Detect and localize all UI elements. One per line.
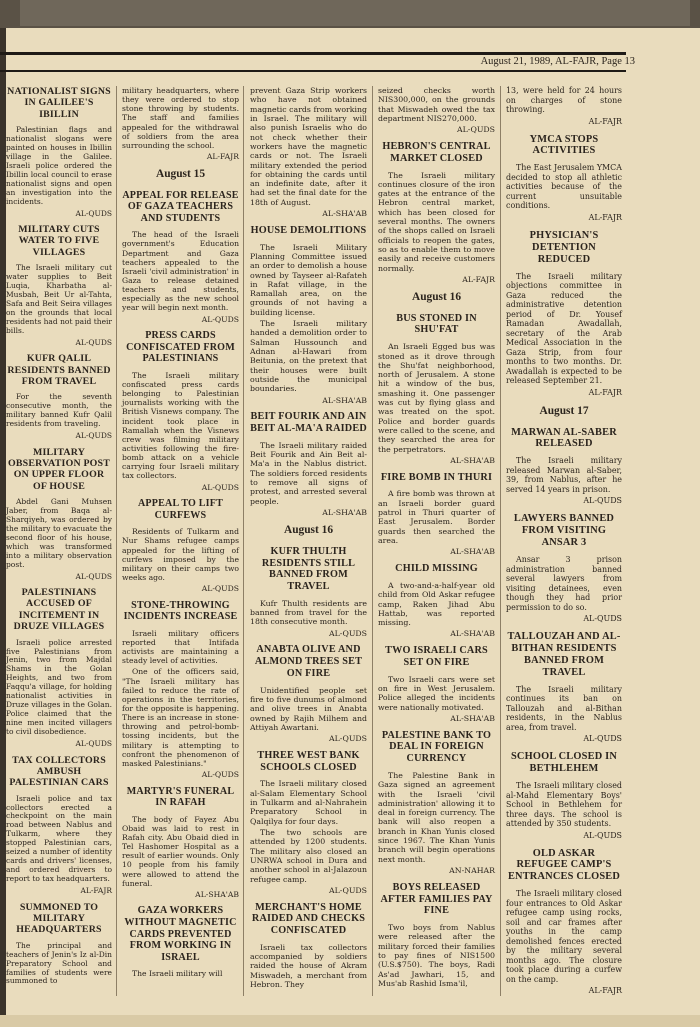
- news-item: [6, 224, 112, 347]
- source-credit: AL-SHA'AB: [322, 395, 367, 405]
- body-text: Palestinian flags and nationalist slogans were painted on houses in Ibillin village in the Galilee. Israeli police ordered the Ibillin local council to erase nationalist signs and open an investigation into the incidents.: [6, 125, 112, 206]
- body-text: The two schools are attended by 1200 students. The military also closed an UNRWA school in Dura and another school in al-Jalazoun refugee camp.: [250, 828, 367, 884]
- headline: TALLOUZAH AND AL-BITHAN RESIDENTS BANNED FROM TRAVEL: [507, 631, 621, 678]
- body-text: The Israeli military raided Beit Fourik and Ain Beit al-Ma'a in the Nablus district. The soldiers forced residents to remove all signs of protest, and arrested several people.: [250, 440, 367, 506]
- news-item: [506, 751, 622, 840]
- body-text: The body of Fayez Abu Obaid was laid to rest in Rafah city. Abu Obaid died in Tel Hashomer Hospital as a result of earlier wounds. Only 10 people from his family were allowed to attend the funeral.: [122, 814, 239, 888]
- source-credit: AL-QUDS: [75, 571, 112, 581]
- source-credit: AL-QUDS: [75, 337, 112, 347]
- news-item: [250, 902, 367, 990]
- news-item: [378, 141, 495, 285]
- source-credit: AL-FAJR: [80, 886, 112, 896]
- source-credit: AL-SHA'AB: [322, 508, 367, 518]
- source-credit: AL-FAJR: [588, 986, 622, 996]
- news-item: [506, 631, 622, 744]
- headline: SUMMONED TO MILITARY HEADQUARTERS: [16, 901, 102, 936]
- body-text: Israeli police arrested five Palestinians from Jenin, two from Majdal Shams in the Golan Heights, and two from Faqqu'a village, for holding nationalist activities in Druze villages in the Golan. Police claimed that the nine men incited villagers to civil disobedience.: [6, 637, 112, 737]
- headline: OLD ASKAR REFUGEE CAMP'S ENTRANCES CLOSED: [507, 847, 621, 883]
- source-credit: AL-SHA'AB: [450, 629, 495, 639]
- source-credit: AL-QUDS: [583, 734, 622, 744]
- body-text: For the seventh consecutive month, the military banned Kufr Qalil residents from traveling.: [6, 392, 112, 429]
- news-item: [122, 330, 239, 492]
- headline: HOUSE DEMOLITIONS: [250, 224, 367, 236]
- column-3: [250, 86, 367, 995]
- headline: MARTYR'S FUNERAL IN RAFAH: [126, 785, 235, 809]
- top-strip: [0, 0, 700, 28]
- body-text: Kufr Thulth residents are banned from travel for the 18th consecutive month.: [250, 598, 367, 627]
- body-text: An Israeli Egged bus was stoned as it drove through the Shu'fat neighborhood, north of Jerusalem. A stone hit a window of the bus, smashing it. One passenger was cut by flying glass and was treated on the spot. Police and border guards were called to the scene, and they searched the area for the perpetrators.: [378, 342, 495, 454]
- headline: MILITARY OBSERVATION POST ON UPPER FLOOR OF HOUSE: [7, 446, 111, 492]
- headline: FIRE BOMB IN THURI: [380, 471, 493, 483]
- page-bottom-edge: [0, 1015, 700, 1027]
- news-item: [122, 786, 239, 900]
- headline: APPEAL TO LIFT CURFEWS: [137, 498, 224, 521]
- column-2: [122, 86, 239, 984]
- source-credit: AL-SHA'AB: [322, 209, 367, 219]
- column-divider: [243, 86, 244, 996]
- news-item: [6, 902, 112, 987]
- news-item: [378, 86, 495, 135]
- body-text: The Israeli military continues its ban on Tallouzah and al-Bithan residents, in the Nablus area, from travel.: [506, 684, 622, 732]
- news-item: [122, 498, 239, 594]
- body-text: The Israeli military handed a demolition order to Salman Hussounch and Adnan al-Hawari from Beitunia, on the pretext that their houses were built outside the municipal boundaries.: [250, 319, 367, 394]
- news-item: [506, 230, 622, 398]
- source-credit: AL-QUDS: [75, 739, 112, 749]
- source-credit: AL-SHA'AB: [450, 455, 495, 465]
- date-heading: August 16: [411, 290, 462, 303]
- headline: BOYS RELEASED AFTER FAMILIES PAY FINE: [380, 881, 493, 917]
- column-divider: [500, 86, 501, 996]
- source-credit: AL-SHA'AB: [450, 713, 495, 723]
- body-text: Unidentified people set fire to five dunums of almond and olive trees in Anabta owned by Rajih Milhem and Attiyah Awartani.: [250, 685, 367, 732]
- body-text: A two-and-a-half-year old child from Old Askar refugee camp, Raken Jihad Abu Hattab, was reported missing.: [378, 580, 495, 628]
- date-heading: August 17: [539, 404, 589, 417]
- body-text: Israeli tax collectors accompanied by soldiers raided the house of Akram Miswadeh, a merchant from Hebron. They: [250, 942, 367, 990]
- headline: GAZA WORKERS WITHOUT MAGNETIC CARDS PREVENTED FROM WORKING IN ISRAEL: [124, 905, 237, 963]
- headline: APPEAL FOR RELEASE OF GAZA TEACHERS AND STUDENTS: [122, 189, 239, 224]
- body-text: One of the officers said, "The Israeli military has failed to reduce the rate of operations in the territories, for the opposite is happening. There is an increase in stone-throwing and petrol-bomb-tossing incidents, but the military is attempting to confront the phenomenon of masked Palestinians.": [122, 667, 239, 768]
- headline: HEBRON'S CENTRAL MARKET CLOSED: [382, 141, 491, 164]
- header-bottom-rule: [0, 70, 626, 72]
- body-text: The principal and teachers of Jenin's Iz al-Din Preparatory School and families of students were summoned to: [6, 940, 112, 986]
- headline: MARWAN AL-SABER RELEASED: [511, 426, 617, 450]
- news-item: [506, 848, 622, 997]
- source-credit: AL-QUDS: [329, 734, 367, 744]
- body-text: The Israeli military objections committee in Gaza reduced the administrative detention period of Dr. Yousef Ramadan Awadallah, secretary of the Arab Medical Association in the Gaza Strip, from four months to two months. Dr. Awadallah is expected to be released September 21.: [506, 271, 622, 386]
- news-item: [250, 750, 367, 896]
- news-item: [250, 86, 367, 219]
- headline: STONE-THROWING INCIDENTS INCREASE: [123, 599, 238, 623]
- headline: TAX COLLECTORS AMBUSH PALESTINIAN CARS: [9, 754, 109, 789]
- date-heading: August 16: [283, 523, 334, 536]
- headline: TWO ISRAELI CARS SET ON FIRE: [385, 645, 488, 668]
- news-item: [506, 427, 622, 507]
- headline: SCHOOL CLOSED IN BETHLEHEM: [510, 751, 618, 775]
- headline: KUFR QALIL RESIDENTS BANNED FROM TRAVEL: [7, 353, 111, 387]
- news-item: [6, 447, 112, 582]
- page-header: August 21, 1989, AL-FAJR, Page 13: [480, 56, 635, 67]
- source-credit: AL-QUDS: [329, 885, 367, 895]
- source-credit: AL-QUDS: [457, 125, 495, 135]
- headline: PRESS CARDS CONFISCATED FROM PALESTINIANS: [126, 330, 235, 365]
- source-credit: AL-FAJR: [462, 274, 495, 284]
- news-item: [250, 546, 367, 639]
- headline: THREE WEST BANK SCHOOLS CLOSED: [257, 750, 360, 773]
- headline: MILITARY CUTS WATER TO FIVE VILLAGES: [18, 224, 100, 258]
- source-credit: AL-FAJR: [588, 116, 622, 126]
- body-text: The Israeli military closed al-Mahd Elementary Boys' School in Bethlehem for three days. The school is attended by 350 students.: [506, 781, 622, 828]
- body-text: The Israeli military released Marwan al-Saber, 39, from Nablus, after he served 14 years in prison.: [506, 456, 622, 494]
- news-item: [6, 755, 112, 896]
- news-item: [122, 905, 239, 978]
- source-credit: AL-QUDS: [329, 628, 367, 638]
- source-credit: AL-FAJR: [588, 387, 622, 397]
- source-credit: AL-QUDS: [583, 496, 622, 506]
- source-credit: AL-SHA'AB: [195, 889, 239, 899]
- body-text: Two Israeli cars were set on fire in West Jerusalem. Police alleged the incidents were nationally motivated.: [378, 674, 495, 712]
- news-item: [506, 134, 622, 223]
- source-credit: AL-QUDS: [583, 830, 622, 840]
- news-item: [378, 472, 495, 557]
- news-item: [378, 645, 495, 724]
- headline: PALESTINIANS ACCUSED OF INCITEMENT IN DRUZE VILLAGES: [13, 587, 105, 633]
- source-credit: AL-SHA'AB: [450, 547, 495, 557]
- source-credit: AL-QUDS: [201, 584, 239, 594]
- body-text: The Israeli military closed four entrances to Old Askar refugee camp using rocks, soil and car frames after youths in the camp demolished fences erected by the military several months ago. The closure took place during a curfew on the camp.: [506, 889, 622, 984]
- headline: PHYSICIAN'S DETENTION REDUCED: [529, 229, 599, 265]
- headline: BUS STONED IN SHU'FAT: [396, 312, 477, 336]
- headline: YMCA STOPS ACTIVITIES: [529, 133, 599, 157]
- body-text: seized checks worth NIS300,000, on the grounds that Miswadeh owed the tax department NIS270,000.: [378, 86, 495, 123]
- body-text: The East Jerusalem YMCA decided to stop all athletic activities because of the current unsuitable conditions.: [506, 163, 622, 211]
- body-text: Residents of Tulkarm and Nur Shams refugee camps appealed for the lifting of curfews imposed by the military on their camps two weeks ago.: [122, 527, 239, 582]
- column-4: [378, 86, 495, 994]
- column-1: [6, 86, 112, 992]
- news-item: [250, 411, 367, 517]
- source-credit: AL-QUDS: [201, 482, 239, 492]
- news-item: [506, 86, 622, 127]
- news-item: [6, 587, 112, 748]
- body-text: military headquarters, where they were ordered to stop stone throwing by students. The staff and families appealed for the withdrawal of soldiers from the area surrounding the school.: [122, 86, 239, 150]
- body-text: Israeli police and tax collectors erected a checkpoint on the main road between Nablus and Tulkarm, where they stopped Palestinian cars, seized a number of identity cards and drivers' licenses, and ordered drivers to report to tax headquarters.: [6, 793, 112, 884]
- body-text: Israeli military officers reported that Intifada activists are maintaining a steady level of activities.: [122, 628, 239, 666]
- headline: KUFR THULTH RESIDENTS STILL BANNED FROM TRAVEL: [261, 545, 356, 592]
- headline: MERCHANT'S HOME RAIDED AND CHECKS CONFISCATED: [251, 901, 366, 937]
- news-item: [378, 730, 495, 876]
- body-text: 13, were held for 24 hours on charges of stone throwing.: [506, 86, 622, 114]
- body-text: The Israeli military cut water supplies to Beit Luqia, Kharbatha al-Musbah, Beit Ur al-Tahta, Safa and Beit Seira villages on the grounds that local residents had not paid their bills.: [6, 263, 112, 335]
- column-divider: [372, 86, 373, 996]
- news-item: [378, 882, 495, 988]
- news-item: [122, 600, 239, 780]
- headline: PALESTINE BANK TO DEAL IN FOREIGN CURRENCY: [381, 729, 492, 765]
- headline: CHILD MISSING: [395, 563, 478, 575]
- source-credit: AN-NAHAR: [449, 866, 495, 876]
- headline: ANABTA OLIVE AND ALMOND TREES SET ON FIRE: [254, 644, 363, 679]
- column-5: [506, 86, 622, 1003]
- body-text: prevent Gaza Strip workers who have not obtained magnetic cards from working in Israel. The military will also punish Israelis who do not check whether their workers have the magnetic cards or not. The Israeli military extended the period for obtaining the cards until an indefinite date, after it had set the final date for the 18th of August.: [250, 86, 367, 207]
- source-credit: AL-QUDS: [201, 314, 239, 324]
- headline: LAWYERS BANNED FROM VISITING ANSAR 3: [513, 513, 615, 549]
- source-credit: AL-QUDS: [75, 431, 112, 441]
- news-item: [250, 225, 367, 406]
- body-text: A fire bomb was thrown at an Israeli border guard patrol in Thuri quarter of East Jerusalem. Border guards then searched the area.: [378, 489, 495, 546]
- news-item: [506, 513, 622, 624]
- news-item: [378, 313, 495, 466]
- headline: NATIONALIST SIGNS IN GALILEE'S IBILLIN: [7, 86, 111, 120]
- source-credit: AL-QUDS: [583, 614, 622, 624]
- source-credit: AL-FAJR: [206, 151, 239, 161]
- news-item: [6, 353, 112, 440]
- body-text: Two boys from Nablus were released after the military forced their families to pay fines of NIS1500 (U.S.$750). The boys, Radi As'ad Jawhari, 15, and Mus'ab Rashid Isma'il,: [378, 923, 495, 988]
- body-text: The head of the Israeli government's Education Department and Gaza teachers appealed to the Israeli 'civil administration' in Gaza to release detained teachers and students, especially as the new school year will begin next month.: [122, 230, 239, 313]
- news-item: [122, 190, 239, 325]
- header-top-rule: [0, 52, 626, 55]
- column-divider: [116, 86, 117, 996]
- body-text: Ansar 3 prison administration banned several lawyers from visiting detainees, even though they had prior permission to do so.: [506, 555, 622, 612]
- source-credit: AL-FAJR: [588, 212, 622, 222]
- body-text: The Israeli military closed al-Salam Elementary School in Tulkarm and al-Nahrahein Preparatory School in Qalqilya for four days.: [250, 779, 367, 826]
- body-text: The Israeli military confiscated press cards belonging to Palestinian journalists working with the British Visnews company. The incident took place in Ramallah when the Visnews crew was filming military activities following the fire-bomb attack on a vehicle carrying four Israeli military tax collectors.: [122, 370, 239, 481]
- body-text: Abdel Gani Muhsen Jaber, from Baqa al-Sharqiyeh, was ordered by the military to evacuate the second floor of his house, which was transformed into a military observation post.: [6, 497, 112, 569]
- news-item: [6, 86, 112, 218]
- source-credit: AL-QUDS: [201, 769, 239, 779]
- news-item: [378, 563, 495, 639]
- body-text: The Israeli military continues closure of the iron gates at the entrance of the Hebron central market, which has been closed for several months. The owners of the shops called on Israeli officials to reopen the gates, so as to enable them to move easily and receive customers normally.: [378, 170, 495, 273]
- headline: BEIT FOURIK AND AIN BEIT AL-MA'A RAIDED: [250, 411, 367, 435]
- date-heading: August 15: [155, 167, 206, 180]
- source-credit: AL-QUDS: [75, 208, 112, 218]
- body-text: The Israeli military will: [132, 969, 223, 979]
- body-text: The Israeli Military Planning Committee issued an order to demolish a house owned by Tayseer al-Rafateh in Rafat village, in the Ramallah area, on the grounds of not having a building license.: [250, 242, 367, 317]
- news-item: [122, 86, 239, 162]
- news-item: [250, 644, 367, 744]
- body-text: The Palestine Bank in Gaza signed an agreement with the Israeli 'civil administration' allowing it to deal in foreign currency. The bank will also reopen a branch in Khan Yunis closed since 1967. The Khan Yunis branch will begin operations next month.: [378, 770, 495, 864]
